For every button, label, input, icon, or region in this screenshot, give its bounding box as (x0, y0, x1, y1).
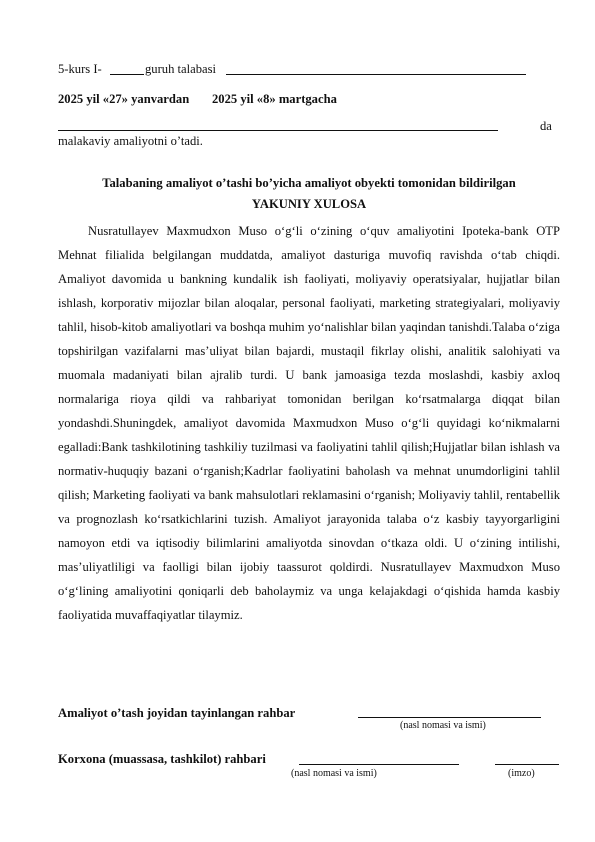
supervisor-name-line (358, 717, 541, 718)
header-group-label: guruh talabasi (145, 62, 216, 76)
period-start: 2025 yil «27» yanvardan (58, 92, 190, 106)
org-head-signature-caption: (imzo) (508, 768, 535, 779)
supervisor-caption: (nasl nomasi va ismi) (400, 720, 486, 731)
org-head-name-line (299, 764, 459, 765)
period-end: 2025 yil «8» martgacha (212, 92, 337, 106)
document-subtitle: YAKUNIY XULOSA (251, 197, 367, 211)
header-course-prefix: 5-kurs I- (58, 62, 102, 76)
organization-blank-line (58, 130, 498, 131)
header-da: da (540, 119, 552, 133)
document-title: Talabaning amaliyot o’tashi bo’yicha amaliyot obyekti tomonidan bildirilgan (102, 176, 516, 190)
student-name-blank-line (226, 74, 526, 75)
org-head-name-caption: (nasl nomasi va ismi) (291, 768, 377, 779)
conclusion-paragraph: Nusratullayev Maxmudxon Muso o‘g‘li o‘zining o‘quv amaliyotini Ipoteka-bank OTP Mehnat filialida belgilangan muddatda, amaliyot dasturiga muvofiq ravishda o‘tab chiqdi. Amaliyot davomida u bankning kundalik ish faoliyati, moliyaviy operatsiyalar, hujjatlar bilan ishlash, korporativ mijozlar bilan aloqalar, personal faoliyati, marketing strategiyalari, moliyaviy tahlil, hisob-kitob amaliyotlari va boshqa muhim yo‘nalishlar bilan yaqindan tanishdi.Talaba o‘ziga topshirilgan vazifalarni mas’uliyat bilan bajardi, mustaqil fikrlay olishi, analitik salohiyati va muomala madaniyati bilan ajralib turdi. U bank jamoasiga tezda moslashdi, kasbiy axloq normalariga rioya qildi va rahbariyat tomonidan berilgan ko‘rsatmalarga diqqat bilan yondashdi.Shuningdek, amaliyot davomida Maxmudxon Muso o‘g‘li quyidagi ko‘nikmalarni egalladi:Bank tashkilotining tashkiliy tuzilmasi va faoliyatini tahlil qilish;Hujjatlar bilan ishlash va normativ-huquqiy bazani o‘rganish;Kadrlar faoliyatini baholash va mehnat unumdorligini tahlil qilish; Marketing faoliyati va bank mahsulotlari reklamasini o‘rganish; Moliyaviy tahlil, rentabellik va prognozlash ko‘rsatkichlarini tuzish. Amaliyot jarayonida talaba o‘z kasbiy tayyorgarligini namoyon etdi va iqtisodiy bilimlarini amaliyotda sinovdan o‘tkaza oldi. U o‘zining intilishi, mas’uliyatliligi va faolligi bilan ijobiy taassurot qoldirdi. Nusratullayev Maxmudxon Muso o‘g‘lining amaliyotini qoniqarli deb baholaymiz va unga kelajakdagi o‘qishida hamda kasbiy faoliyatida muvaffaqiyatlar tilaymiz. (58, 224, 560, 622)
org-head-signature-line (495, 764, 559, 765)
header-practice-text: malakaviy amaliyotni o’tadi. (58, 134, 203, 148)
org-head-label: Korxona (muassasa, tashkilot) rahbari (58, 752, 266, 766)
group-blank-line (110, 74, 144, 75)
supervisor-label: Amaliyot o’tash joyidan tayinlangan rahbar (58, 706, 296, 720)
